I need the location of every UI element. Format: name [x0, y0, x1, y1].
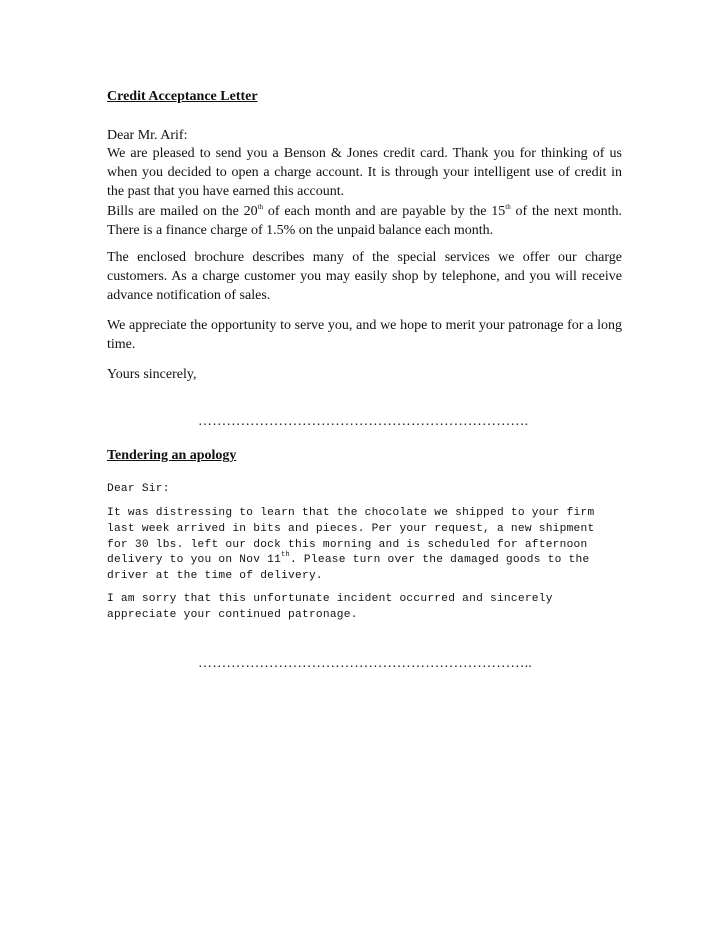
letter1-p2-superscript-2: th: [505, 203, 511, 211]
letter1-p2-part-a: Bills are mailed on the 20: [107, 204, 258, 219]
letter2-p1-part-b: . Please turn over the damaged goods to the driver at the time of delivery.: [107, 554, 590, 583]
letter1-salutation: Dear Mr. Arif:: [107, 128, 188, 143]
letter2-p1-superscript: th: [281, 551, 290, 560]
letter1-p2-superscript-1: th: [257, 203, 264, 211]
letter1-closing: Yours sincerely,: [107, 367, 197, 382]
letter1-paragraph-2: [107, 202, 622, 240]
letter1-paragraph-4: We appreciate the opportunity to serve you, and we hope to merit your patronage for a long time.: [107, 318, 622, 352]
letter2-title: Tendering an apology: [107, 448, 237, 463]
letter1-title: Credit Acceptance Letter: [107, 89, 258, 104]
letter2-salutation: Dear Sir:: [107, 483, 170, 495]
letter2-paragraph-1: [107, 506, 622, 585]
letter1-paragraph-3: The enclosed brochure describes many of the special services we offer our charge customers. As a charge customer you may easily shop by telephone, and you will receive advance notification of sales.: [107, 250, 622, 303]
letter1-paragraph-1: We are pleased to send you a Benson & Jones credit card. Thank you for thinking of us when you decided to open a charge account. It is through your intelligent use of credit in the past that you have earned this account.: [107, 146, 622, 199]
letter1-p2-part-b: of each month and are payable by the 15: [263, 204, 506, 219]
letter2-signature-dots: ……………………………………………………………..: [198, 656, 532, 671]
letter1-signature-dots: …………………………………………………………….: [198, 414, 529, 429]
letter2-p1-part-a: It was distressing to learn that the chocolate we shipped to your firm last week arrived in bits and pieces. Per your request, a new shipment for 30 lbs. left our dock this morning and is scheduled for afternoon delivery to you on Nov 11: [107, 507, 595, 567]
letter2-paragraph-2: I am sorry that this unfortunate incident occurred and sincerely appreciate your continued patronage.: [107, 593, 553, 621]
letter1-p2-part-c: of the next month. There is a finance charge of 1.5% on the unpaid balance each month.: [107, 204, 622, 238]
